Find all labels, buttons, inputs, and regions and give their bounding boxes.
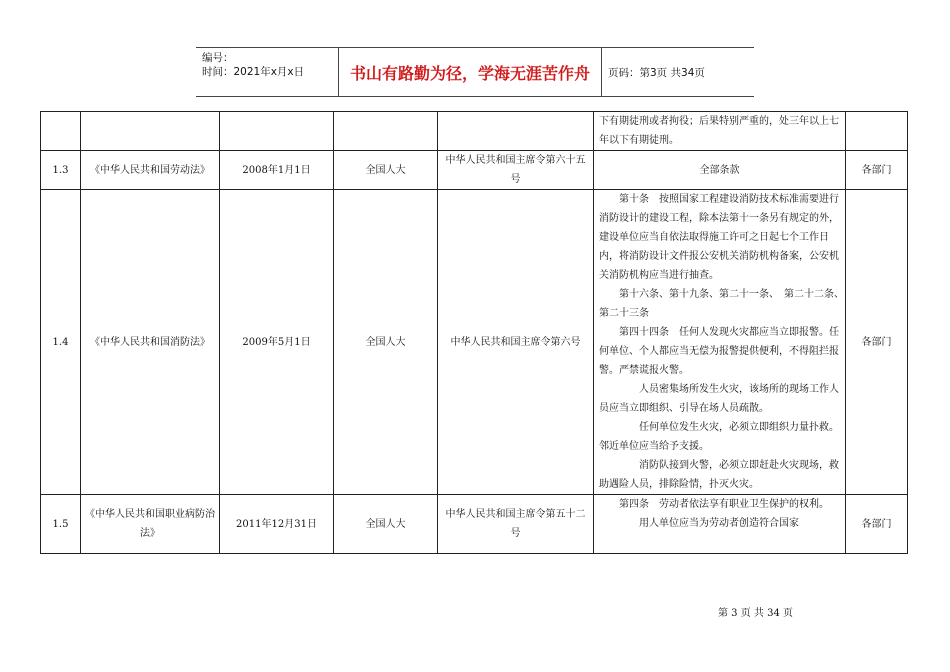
regulation-table [40, 111, 908, 554]
issuer [334, 112, 438, 151]
document-number: 中华人民共和国主席令第五十二号 [438, 495, 594, 554]
table-row [41, 495, 908, 554]
motto: 书山有路勤为径，学海无涯苦作舟 [339, 48, 602, 96]
clause-text: 第四十四条 任何人发现火灾都应当立即报警。任何单位、个人都应当无偿为报警提供便利，不得阻拦报警。严禁谎报火警。 [599, 327, 839, 376]
law-name: 《中华人民共和国职业病防治法》 [81, 495, 220, 554]
table-row [41, 151, 908, 190]
department: 各部门 [846, 151, 908, 190]
number-label: 编号： [202, 52, 234, 64]
department: 各部门 [846, 495, 908, 554]
page-header [196, 47, 754, 97]
clause-cell [594, 495, 846, 554]
page-code: 页码：第3页 共34页 [608, 66, 705, 79]
clause-cell [594, 190, 849, 495]
clause-text: 第十条 按照国家工程建设消防技术标准需要进行消防设计的建设工程，除本法第十一条另有规定的外，建设单位应当自依法取得施工许可之日起七个工作日内，将消防设计文件报公安机关消防机构备案，公安机关消防机构应当进行抽查。 [599, 194, 839, 281]
time-label: 时间：2021年x月x日 [202, 66, 305, 78]
effective-date [220, 112, 334, 151]
department [846, 112, 908, 151]
row-number: 1.3 [41, 151, 81, 190]
law-name [81, 112, 220, 151]
clause-text: 人员密集场所发生火灾，该场所的现场工作人员应当立即组织、引导在场人员疏散。 [599, 384, 839, 414]
effective-date: 2009年5月1日 [220, 190, 334, 495]
document-number [438, 112, 594, 151]
clause-cell [594, 112, 846, 151]
row-number: 1.5 [41, 495, 81, 554]
clause-text: 全部条款 [699, 164, 740, 176]
clause-text: 第十六条、第十九条、第二十一条、 第二十二条、 第二十三条 [599, 289, 849, 319]
law-name: 《中华人民共和国劳动法》 [81, 151, 220, 190]
issuer: 全国人大 [334, 495, 438, 554]
department: 各部门 [846, 190, 908, 495]
row-number: 1.4 [41, 190, 81, 495]
document-number: 中华人民共和国主席令第六号 [438, 190, 594, 495]
document-number: 中华人民共和国主席令第六十五号 [438, 151, 594, 190]
clause-text: 下有期徒刑或者拘役；后果特别严重的，处三年以上七年以下有期徒刑。 [599, 116, 839, 146]
issuer: 全国人大 [334, 151, 438, 190]
clause-text: 用人单位应当为劳动者创造符合国家 [639, 518, 799, 529]
issuer: 全国人大 [334, 190, 438, 495]
header-meta [196, 48, 339, 96]
clause-cell [594, 151, 846, 190]
effective-date: 2008年1月1日 [220, 151, 334, 190]
table-row [41, 112, 908, 151]
effective-date: 2011年12月31日 [220, 495, 334, 554]
table-row [41, 190, 908, 495]
clause-text: 任何单位发生火灾，必须立即组织力量扑救。邻近单位应当给予支援。 [599, 422, 839, 452]
clause-text: 第四条 劳动者依法享有职业卫生保护的权利。 [619, 499, 829, 510]
row-number [41, 112, 81, 151]
clause-text: 消防队接到火警，必须立即赶赴火灾现场，救助遇险人员，排除险情，扑灭火灾。 [599, 460, 839, 490]
page-footer: 第 3 页 共 34 页 [718, 608, 793, 619]
law-name: 《中华人民共和国消防法》 [81, 190, 220, 495]
